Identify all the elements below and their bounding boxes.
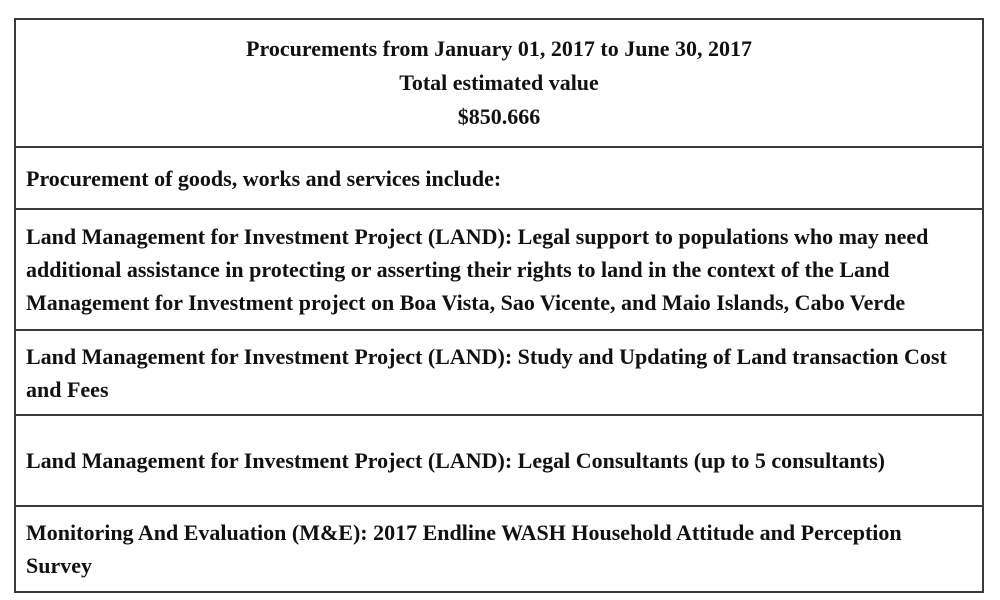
row-text: Monitoring And Evaluation (M&E): 2017 Endline WASH Household Attitude and Perception Survey — [26, 520, 902, 578]
header-value-label: Total estimated value — [399, 70, 599, 95]
row-text: Land Management for Investment Project (LAND): Study and Updating of Land transaction Cost and Fees — [26, 343, 947, 402]
intro-text: Procurement of goods, works and services include: — [26, 165, 502, 191]
table-row — [16, 507, 982, 591]
table-row — [16, 210, 982, 331]
row-text: Land Management for Investment Project (LAND): Legal support to populations who may need additional assistance in protecting or asserting their rights to land in the context of the Land Management for Investment project on Boa Vista, Sao Vicente, and Maio Islands, Cabo Verde — [26, 224, 929, 315]
procurement-table — [14, 18, 984, 593]
table-row — [16, 416, 982, 507]
row-text: Land Management for Investment Project (LAND): Legal Consultants (up to 5 consultants) — [26, 448, 885, 473]
table-header — [16, 20, 982, 148]
header-total-value: $850.666 — [457, 104, 541, 129]
header-date-range: Procurements from January 01, 2017 to June 30, 2017 — [246, 36, 752, 61]
table-row — [16, 331, 982, 416]
intro-row — [16, 148, 982, 210]
